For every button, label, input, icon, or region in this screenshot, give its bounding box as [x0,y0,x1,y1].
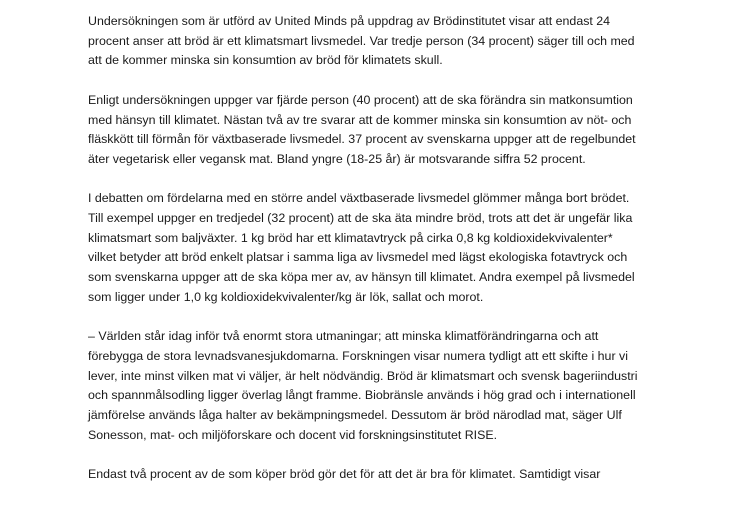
paragraph-3 [88,189,688,307]
text-line: Enligt undersökningen uppger var fjärde person (40 procent) att de ska förändra sin matkonsumtion [88,92,633,107]
text-line: som svenskarna uppger att de ska köpa mer av, av hänsyn till klimatet. Andra exempel på livsmedel [88,270,635,285]
text-line: fläskkött till förmån för växtbaserade livsmedel. 37 procent av svenskarna uppger att de regelbundet [88,132,636,147]
text-line: att de kommer minska sin konsumtion av bröd för klimatets skull. [88,53,443,68]
text-line: Till exempel uppger en tredjedel (32 procent) att de ska äta mindre bröd, trots att det är ungefär lika [88,211,633,225]
paragraph-2 [88,91,688,170]
text-line: I debatten om fördelarna med en större andel växtbaserade livsmedel glömmer många bort brödet. [88,191,630,206]
text-line: – Världen står idag inför två enormt stora utmaningar; att minska klimatförändringarna och att [88,329,599,344]
paragraph-5 [88,465,688,485]
paragraph-1 [88,12,688,71]
text-line: klimatsmart som baljväxter. 1 kg bröd har ett klimatavtryck på cirka 0,8 kg koldioxidekvivalenter* [88,230,613,245]
text-line: vilket betyder att bröd enkelt platsar i samma liga av livsmedel med lägst ekologiska fotavtryck och [88,250,628,265]
text-line: förebygga de stora levnadsvanesjukdomarna. Forskningen visar numera tydligt att ett skifte i hur vi [88,348,628,363]
paragraph-4-quote [88,327,688,445]
text-line: jämförelse används låga halter av bekämpningsmedel. Dessutom är bröd närodlad mat, säger Ulf [88,408,622,423]
text-line: som ligger under 1,0 kg koldioxidekvivalenter/kg är lök, sallat och morot. [88,289,484,304]
text-line: procent anser att bröd är ett klimatsmart livsmedel. Var tredje person (34 procent) säger till och med [88,33,635,48]
text-line: och spannmålsodling ligger överlag långt framme. Biobränsle används i hög grad och i internationell [88,388,636,403]
text-line: Sonesson, mat- och miljöforskare och docent vid forskningsinstitutet RISE. [88,427,498,442]
text-line: lever, inte minst vilken mat vi väljer, är helt nödvändig. Bröd är klimatsmart och svensk bageriindustri [88,368,638,383]
text-line: Undersökningen som är utförd av United Minds på uppdrag av Brödinstitutet visar att endast 24 [88,14,611,28]
article-body [88,12,688,505]
text-line: Endast två procent av de som köper bröd gör det för att det är bra för klimatet. Samtidigt visar [88,467,601,482]
text-line: äter vegetarisk eller vegansk mat. Bland yngre (18-25 år) är motsvarande siffra 52 procent. [88,151,586,166]
text-line: med hänsyn till klimatet. Nästan två av tre svarar att de kommer minska sin konsumtion av nöt- och [88,112,632,127]
